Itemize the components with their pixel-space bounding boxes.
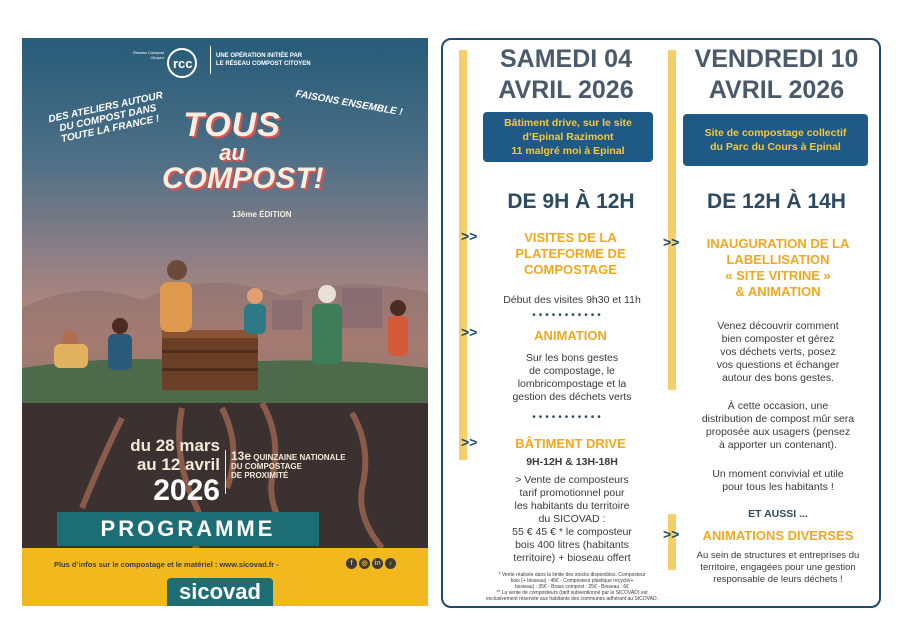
col1-drive-body bbox=[477, 474, 667, 565]
poster-title bbox=[162, 106, 324, 195]
logo-divider bbox=[210, 46, 211, 74]
title-compost: COMPOST! bbox=[162, 162, 324, 195]
col1-location bbox=[483, 112, 653, 162]
col1-title bbox=[471, 44, 661, 106]
col2-inauguration-title bbox=[687, 236, 869, 300]
col2-title-line1: VENDREDI 10 bbox=[694, 45, 859, 73]
col1-location-line3: 11 malgré moi à Epinal bbox=[511, 145, 625, 157]
col1-visites-title-l3: COMPOSTAGE bbox=[524, 262, 617, 277]
col2-p1-l4: vos questions et échanger bbox=[716, 359, 840, 371]
col1-title-line2: AVRIL 2026 bbox=[498, 76, 634, 104]
slogan-ensemble: FAISONS ENSEMBLE ! bbox=[294, 88, 404, 119]
col2-p1-l3: vos déchets verts, posez bbox=[720, 346, 836, 358]
col1-drive-l2: tarif promotionnel pour bbox=[519, 487, 625, 499]
col2-p3-l2: pour tous les habitants ! bbox=[722, 481, 834, 493]
title-au: au bbox=[219, 140, 245, 165]
sicovad-logo: sicovad bbox=[167, 578, 273, 606]
col2-p3-l1: Un moment convivial et utile bbox=[712, 468, 844, 480]
col2-location-line1: Site de compostage collectif bbox=[704, 127, 847, 139]
col1-location-line2: d’Epinal Razimont bbox=[522, 131, 614, 143]
poster bbox=[22, 38, 428, 606]
col2-paragraph3 bbox=[683, 468, 873, 494]
dates-divider bbox=[225, 450, 226, 494]
quinzaine-number: 13e bbox=[231, 449, 252, 463]
col2-inaug-l2: LABELLISATION bbox=[726, 252, 830, 267]
quinzaine-label bbox=[231, 449, 346, 480]
col1-visites-title bbox=[483, 230, 658, 278]
col2-et-aussi: ET AUSSI ... bbox=[748, 508, 808, 520]
col1-drive-l7: territoire) + bioseau offert bbox=[513, 552, 631, 564]
col2-p2-l2: distribution de compost mûr sera bbox=[701, 413, 855, 425]
facebook-icon[interactable]: f bbox=[346, 558, 357, 569]
col1-location-line1: Bâtiment drive, sur le site bbox=[504, 117, 632, 129]
col1-note-l3: bioseau) : 35€ - Brass compost : 25€ - Bioseau : 6€ bbox=[515, 584, 629, 590]
col1-drive-l5: 55 € 45 € * le composteur bbox=[512, 526, 632, 538]
arrow-icon: >> bbox=[461, 324, 478, 340]
col1-drive-hours: 9H-12H & 13H-18H bbox=[526, 456, 618, 468]
svg-text:rcc: rcc bbox=[173, 56, 193, 71]
col2-inaug-l3: « SITE VITRINE » bbox=[725, 268, 831, 283]
title-tous: TOUS bbox=[183, 106, 281, 144]
col2-p2-l4: à apporter un contenant). bbox=[719, 439, 837, 451]
col1-drive-l3: les habitants du territoire bbox=[514, 500, 630, 512]
col1-drive-l1: > Vente de composteurs bbox=[515, 474, 629, 486]
col2-p2-l1: À cette occasion, une bbox=[727, 400, 829, 412]
col2-title-line2: AVRIL 2026 bbox=[708, 76, 845, 104]
accent-bar-right bbox=[668, 50, 676, 390]
linkedin-icon[interactable]: in bbox=[372, 558, 383, 569]
col2-animations-title: ANIMATIONS DIVERSES bbox=[702, 528, 854, 543]
col1-footnote bbox=[477, 572, 667, 602]
col1-animation-l3: lombricompostage et la bbox=[517, 378, 627, 390]
col2-inaug-l1: INAUGURATION DE LA bbox=[706, 236, 850, 251]
arrow-icon: >> bbox=[663, 526, 680, 542]
poster-dates bbox=[110, 436, 220, 508]
col1-visites-title-l1: VISITES DE LA bbox=[524, 230, 617, 245]
col1-animation-l4: gestion des déchets verts bbox=[512, 391, 632, 403]
col2-paragraph1 bbox=[683, 320, 873, 385]
col2-p1-l2: bien composter et gérez bbox=[721, 333, 835, 345]
arrow-icon: >> bbox=[663, 234, 680, 250]
col2-p1-l1: Venez découvrir comment bbox=[717, 320, 839, 332]
logo-text bbox=[216, 52, 311, 68]
col1-animation-title: ANIMATION bbox=[534, 328, 607, 343]
edition-label: 13ème ÉDITION bbox=[232, 210, 292, 219]
dots-divider: ••••••••••• bbox=[532, 310, 604, 321]
rcc-logo-icon bbox=[164, 46, 204, 80]
dates-line2: au 12 avril bbox=[136, 455, 220, 474]
accent-bar-right-bottom bbox=[668, 514, 676, 570]
col2-p4-l1: Au sein de structures et entreprises du bbox=[696, 550, 860, 561]
col2-location-line2: du Parc du Cours à Epinal bbox=[710, 141, 841, 153]
col1-drive-l4: du SICOVAD : bbox=[538, 513, 606, 525]
arrow-icon: >> bbox=[461, 228, 478, 244]
tiktok-icon[interactable]: ♪ bbox=[385, 558, 396, 569]
logo-text-line1: UNE OPÉRATION INITIÉE PAR bbox=[216, 53, 303, 59]
col1-drive-title: BÂTIMENT DRIVE bbox=[515, 436, 626, 451]
col1-note-l4: ** La vente de composteurs (tarif subventionné par le SICOVAD) est bbox=[496, 590, 648, 596]
col2-location bbox=[683, 114, 868, 166]
instagram-icon[interactable]: ◎ bbox=[359, 558, 370, 569]
program-panel bbox=[441, 38, 881, 608]
col1-note-l5: exclusivement réservée aux habitants des communes adhérant au SICOVAD. bbox=[486, 596, 658, 602]
col2-paragraph2 bbox=[679, 400, 877, 452]
col2-title bbox=[679, 44, 874, 106]
dates-line1: du 28 mars bbox=[130, 436, 220, 455]
col1-note-l1: * Vente réalisée dans la limite des stocks disponibles. Composteur bbox=[498, 572, 646, 578]
quinzaine-line2: DU COMPOSTAGE bbox=[231, 462, 302, 471]
col1-note-l2: bois (+ bioseau) : 45€ - Composteur plastique recyclé/+ bbox=[510, 578, 634, 584]
dates-year: 2026 bbox=[153, 474, 220, 507]
col2-p2-l3: proposée aux usagers (pensez bbox=[705, 426, 851, 438]
info-text[interactable]: Plus d’infos sur le compostage et le matériel : www.sicovad.fr - bbox=[54, 560, 279, 569]
col1-time: DE 9H À 12H bbox=[507, 190, 635, 213]
col1-visites-title-l2: PLATEFORME DE bbox=[515, 246, 626, 261]
logo-caption: Réseau Compost Citoyen bbox=[133, 50, 164, 60]
quinzaine-line1: QUINZAINE NATIONALE bbox=[253, 453, 346, 462]
col1-animation-body bbox=[477, 352, 667, 404]
programme-banner: PROGRAMME bbox=[57, 512, 319, 546]
col2-paragraph4 bbox=[679, 550, 877, 586]
col1-animation-l2: de compostage, le bbox=[529, 365, 615, 377]
col2-p4-l2: territoire, engagées pour une gestion bbox=[700, 562, 856, 573]
quinzaine-line3: DE PROXIMITÉ bbox=[231, 471, 289, 480]
arrow-icon: >> bbox=[461, 434, 478, 450]
slogan-ateliers: DES ATELIERS AUTOUR DU COMPOST DANS TOUTE LA FRANCE ! bbox=[47, 90, 164, 146]
col2-p4-l3: responsable de leurs déchets ! bbox=[713, 574, 843, 585]
col1-animation-l1: Sur les bons gestes bbox=[525, 352, 619, 364]
col1-drive-l6: bois 400 litres (habitants bbox=[515, 539, 629, 551]
col1-title-line1: SAMEDI 04 bbox=[500, 45, 632, 73]
accent-bar-left bbox=[459, 50, 467, 460]
logo-text-line2: LE RÉSEAU COMPOST CITOYEN bbox=[216, 61, 311, 67]
dots-divider: ••••••••••• bbox=[532, 412, 604, 423]
col2-p1-l5: autour des bons gestes. bbox=[721, 372, 835, 384]
col2-inaug-l4: & ANIMATION bbox=[735, 284, 821, 299]
col1-visites-body: Début des visites 9h30 et 11h bbox=[503, 294, 641, 306]
col2-time: DE 12H À 14H bbox=[707, 190, 846, 213]
